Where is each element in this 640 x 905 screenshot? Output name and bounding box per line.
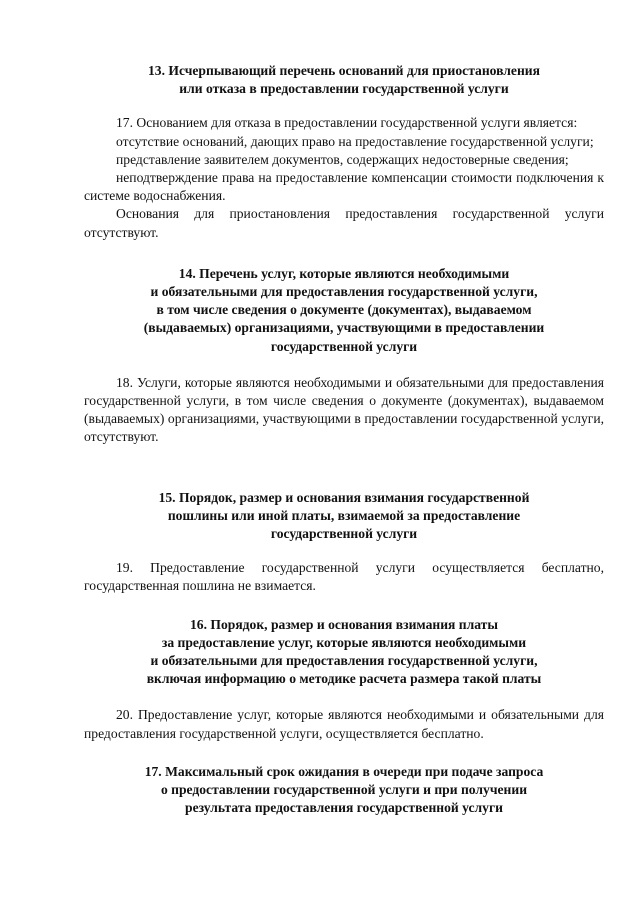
- heading-line: в том числе сведения о документе (документах), выдаваемом: [156, 302, 532, 318]
- document-page: [84, 62, 604, 818]
- heading-line: 13. Исчерпывающий перечень оснований для приостановления: [148, 63, 540, 78]
- heading-line: (выдаваемых) организациями, участвующими в предоставлении: [143, 320, 545, 336]
- heading-line: 16. Порядок, размер и основания взимания платы: [190, 616, 498, 632]
- section-13-heading: [84, 62, 604, 98]
- section-17-heading: [84, 763, 604, 818]
- paragraph-17-item-2: представление заявителем документов, содержащих недостоверные сведения;: [116, 151, 569, 167]
- heading-line: включая информацию о методике расчета размера такой платы: [146, 671, 542, 687]
- heading-line: и обязательными для предоставления государственной услуги,: [150, 653, 538, 669]
- paragraph-17-suspension: Основания для приостановления предоставления государственной услуги отсутствуют.: [84, 206, 604, 240]
- heading-line: 15. Порядок, размер и основания взимания государственной: [158, 489, 530, 505]
- heading-line: результата предоставления государственной услуги: [185, 800, 503, 816]
- heading-line: государственной услуги: [270, 338, 418, 354]
- paragraph-20: 20. Предоставление услуг, которые являются необходимыми и обязательными для предоставления государственной услуги, осуществляется бесплатно.: [84, 707, 604, 741]
- paragraph-17-item-3: неподтверждение права на предоставление компенсации стоимости подключения к системе водоснабжения.: [84, 170, 604, 204]
- heading-line: государственной услуги: [270, 526, 418, 542]
- paragraph-18: 18. Услуги, которые являются необходимыми и обязательными для предоставления государственной услуги, в том числе сведения о документе (документах), выдаваемом (выдаваемых) организациями, участвующими в предоставлении государственной услуги, отсутствуют.: [84, 374, 604, 445]
- heading-line: 14. Перечень услуг, которые являются необходимыми: [178, 265, 510, 281]
- heading-line: 17. Максимальный срок ожидания в очереди при подаче запроса: [144, 763, 544, 779]
- section-16-heading: [84, 616, 604, 689]
- section-14-heading: [84, 265, 604, 356]
- heading-line: и обязательными для предоставления государственной услуги,: [150, 284, 538, 300]
- heading-line: о предоставлении государственной услуги и при получении: [160, 782, 528, 798]
- heading-line: пошлины или иной платы, взимаемой за предоставление: [167, 507, 521, 523]
- heading-line: за предоставление услуг, которые являются необходимыми: [161, 634, 527, 650]
- paragraph-19: 19. Предоставление государственной услуги осуществляется бесплатно, государственная пошлина не взимается.: [84, 560, 604, 594]
- heading-line: или отказа в предоставлении государственной услуги: [179, 81, 509, 97]
- paragraph-17-item-1: отсутствие оснований, дающих право на предоставление государственной услуги;: [116, 133, 594, 149]
- section-15-heading: [84, 489, 604, 544]
- paragraph-17: 17. Основанием для отказа в предоставлении государственной услуги является:: [116, 115, 578, 131]
